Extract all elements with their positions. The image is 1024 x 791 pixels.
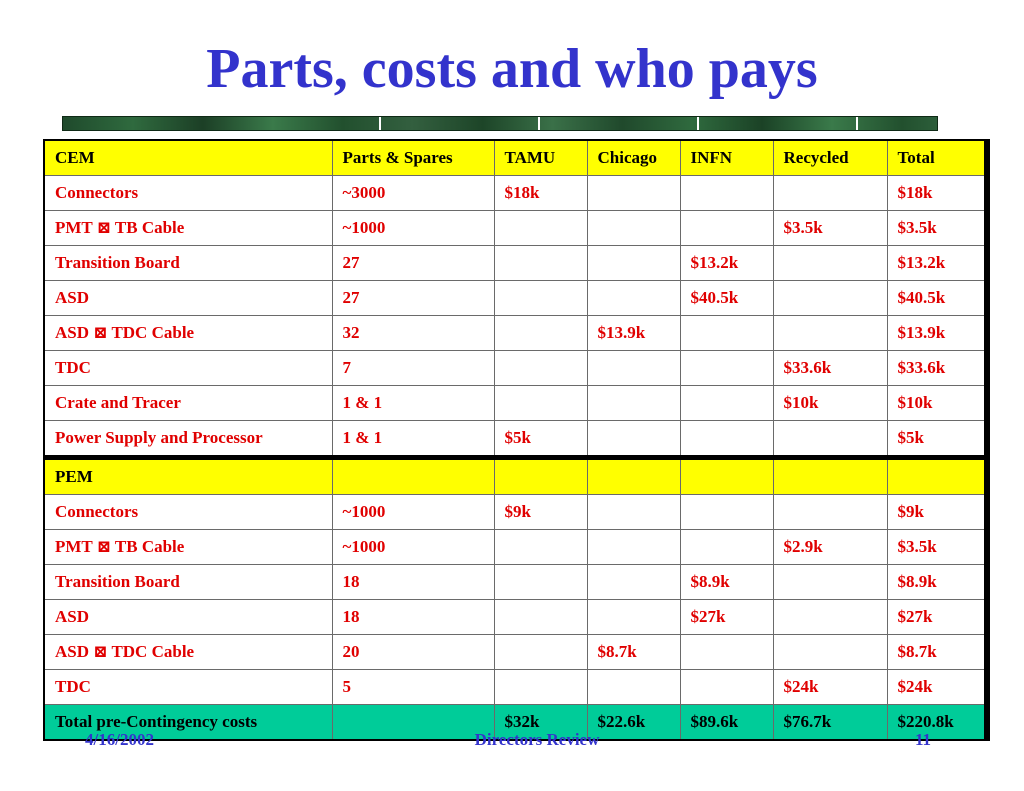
table-cell: $5k bbox=[887, 421, 987, 458]
table-cell bbox=[773, 421, 887, 458]
table-cell bbox=[680, 386, 773, 421]
table-cell bbox=[332, 458, 494, 495]
table-cell bbox=[494, 386, 587, 421]
table-cell: $8.7k bbox=[887, 635, 987, 670]
table-cell bbox=[680, 530, 773, 565]
table-cell bbox=[494, 458, 587, 495]
table-cell: $3.5k bbox=[887, 211, 987, 246]
table-cell: $8.9k bbox=[680, 565, 773, 600]
table-cell: $33.6k bbox=[887, 351, 987, 386]
table-cell: Chicago bbox=[587, 140, 680, 176]
table-cell bbox=[773, 635, 887, 670]
table-cell: $13.2k bbox=[680, 246, 773, 281]
table-cell: $8.7k bbox=[587, 635, 680, 670]
table-row bbox=[44, 176, 987, 211]
table-cell bbox=[587, 458, 680, 495]
table-cell bbox=[587, 530, 680, 565]
table-row bbox=[44, 351, 987, 386]
table-row bbox=[44, 281, 987, 316]
table-cell: $3.5k bbox=[773, 211, 887, 246]
table-cell bbox=[680, 458, 773, 495]
cem-header-row bbox=[44, 140, 987, 176]
table-cell bbox=[587, 351, 680, 386]
table-cell: 5 bbox=[332, 670, 494, 705]
table-cell bbox=[887, 458, 987, 495]
table-cell: ASD bbox=[44, 600, 332, 635]
table-cell bbox=[587, 495, 680, 530]
table-cell: $40.5k bbox=[680, 281, 773, 316]
table-cell bbox=[773, 600, 887, 635]
table-cell: ASD ⊠ TDC Cable bbox=[44, 635, 332, 670]
table-row bbox=[44, 211, 987, 246]
table-cell: $10k bbox=[887, 386, 987, 421]
table-cell bbox=[587, 670, 680, 705]
table-cell bbox=[680, 421, 773, 458]
table-row bbox=[44, 530, 987, 565]
table-cell bbox=[680, 351, 773, 386]
table-cell: INFN bbox=[680, 140, 773, 176]
table-cell: CEM bbox=[44, 140, 332, 176]
table-cell bbox=[587, 565, 680, 600]
table-cell bbox=[773, 176, 887, 211]
table-cell: 7 bbox=[332, 351, 494, 386]
table-cell: 20 bbox=[332, 635, 494, 670]
table-cell: $27k bbox=[680, 600, 773, 635]
footer-page-number: 11 bbox=[915, 730, 932, 749]
footer-date: 4/16/2002 bbox=[85, 730, 154, 749]
table-cell: $220.8k bbox=[887, 705, 987, 741]
table-cell: $24k bbox=[773, 670, 887, 705]
table-cell bbox=[587, 386, 680, 421]
table-row bbox=[44, 600, 987, 635]
table-cell bbox=[773, 495, 887, 530]
table-cell: $5k bbox=[494, 421, 587, 458]
footer-title: Directors Review bbox=[474, 730, 600, 749]
table-cell: Recycled bbox=[773, 140, 887, 176]
table-cell bbox=[494, 316, 587, 351]
table-cell: Parts & Spares bbox=[332, 140, 494, 176]
table-cell: TDC bbox=[44, 351, 332, 386]
table-cell bbox=[494, 670, 587, 705]
table-cell: $3.5k bbox=[887, 530, 987, 565]
table-cell: Total pre-Contingency costs bbox=[44, 705, 332, 741]
table-cell: Total bbox=[887, 140, 987, 176]
table-cell bbox=[680, 176, 773, 211]
table-cell: TAMU bbox=[494, 140, 587, 176]
table-cell bbox=[773, 458, 887, 495]
table-cell: TDC bbox=[44, 670, 332, 705]
table-cell bbox=[773, 281, 887, 316]
table-cell: 27 bbox=[332, 246, 494, 281]
table-cell: PEM bbox=[44, 458, 332, 495]
table-cell bbox=[773, 565, 887, 600]
pem-header-row bbox=[44, 458, 987, 495]
table-cell bbox=[494, 351, 587, 386]
table-cell bbox=[587, 600, 680, 635]
table-cell: Power Supply and Processor bbox=[44, 421, 332, 458]
table-row bbox=[44, 495, 987, 530]
table-cell: PMT ⊠ TB Cable bbox=[44, 530, 332, 565]
slide-title: Parts, costs and who pays bbox=[206, 38, 818, 100]
table-cell bbox=[587, 211, 680, 246]
table-cell bbox=[494, 600, 587, 635]
table-cell bbox=[494, 635, 587, 670]
decorative-divider bbox=[62, 116, 938, 131]
table-cell: $32k bbox=[494, 705, 587, 741]
table-row bbox=[44, 386, 987, 421]
table-cell: 27 bbox=[332, 281, 494, 316]
table-cell bbox=[680, 211, 773, 246]
table-row bbox=[44, 421, 987, 458]
table-row bbox=[44, 565, 987, 600]
table-row bbox=[44, 246, 987, 281]
table-cell: $18k bbox=[494, 176, 587, 211]
table-cell bbox=[587, 246, 680, 281]
table-cell: PMT ⊠ TB Cable bbox=[44, 211, 332, 246]
table-cell: $89.6k bbox=[680, 705, 773, 741]
table-cell: ~3000 bbox=[332, 176, 494, 211]
table-row bbox=[44, 635, 987, 670]
table-cell: $33.6k bbox=[773, 351, 887, 386]
table-cell bbox=[494, 246, 587, 281]
table-cell: 18 bbox=[332, 565, 494, 600]
table-cell bbox=[680, 495, 773, 530]
table-cell: ~1000 bbox=[332, 495, 494, 530]
table-cell bbox=[680, 635, 773, 670]
table-cell: ASD bbox=[44, 281, 332, 316]
table-cell bbox=[773, 316, 887, 351]
table-cell bbox=[773, 246, 887, 281]
table-cell bbox=[494, 530, 587, 565]
table-cell: $24k bbox=[887, 670, 987, 705]
table-cell: $13.9k bbox=[587, 316, 680, 351]
table-cell: $8.9k bbox=[887, 565, 987, 600]
table-cell bbox=[587, 176, 680, 211]
table-cell: $2.9k bbox=[773, 530, 887, 565]
table-cell: Connectors bbox=[44, 176, 332, 211]
table-cell: 18 bbox=[332, 600, 494, 635]
table-cell: $13.9k bbox=[887, 316, 987, 351]
table-cell: $9k bbox=[494, 495, 587, 530]
table-cell: $27k bbox=[887, 600, 987, 635]
table-cell: 1 & 1 bbox=[332, 421, 494, 458]
table-cell bbox=[494, 281, 587, 316]
table-cell bbox=[680, 316, 773, 351]
table-row bbox=[44, 316, 987, 351]
table-cell: $9k bbox=[887, 495, 987, 530]
table-cell: ~1000 bbox=[332, 211, 494, 246]
table-cell: ~1000 bbox=[332, 530, 494, 565]
table-cell: Transition Board bbox=[44, 565, 332, 600]
table-cell: Crate and Tracer bbox=[44, 386, 332, 421]
table-cell: ASD ⊠ TDC Cable bbox=[44, 316, 332, 351]
table-cell: 32 bbox=[332, 316, 494, 351]
table-cell bbox=[680, 670, 773, 705]
table-cell: $13.2k bbox=[887, 246, 987, 281]
table-cell: $40.5k bbox=[887, 281, 987, 316]
table-cell: $22.6k bbox=[587, 705, 680, 741]
table-cell bbox=[494, 211, 587, 246]
table-cell: 1 & 1 bbox=[332, 386, 494, 421]
table-cell: Transition Board bbox=[44, 246, 332, 281]
table-row bbox=[44, 670, 987, 705]
cost-table bbox=[43, 139, 990, 741]
table-cell: $10k bbox=[773, 386, 887, 421]
table-cell bbox=[587, 281, 680, 316]
table-cell bbox=[494, 565, 587, 600]
table-cell bbox=[587, 421, 680, 458]
table-cell: Connectors bbox=[44, 495, 332, 530]
table-cell: $76.7k bbox=[773, 705, 887, 741]
table-cell: $18k bbox=[887, 176, 987, 211]
